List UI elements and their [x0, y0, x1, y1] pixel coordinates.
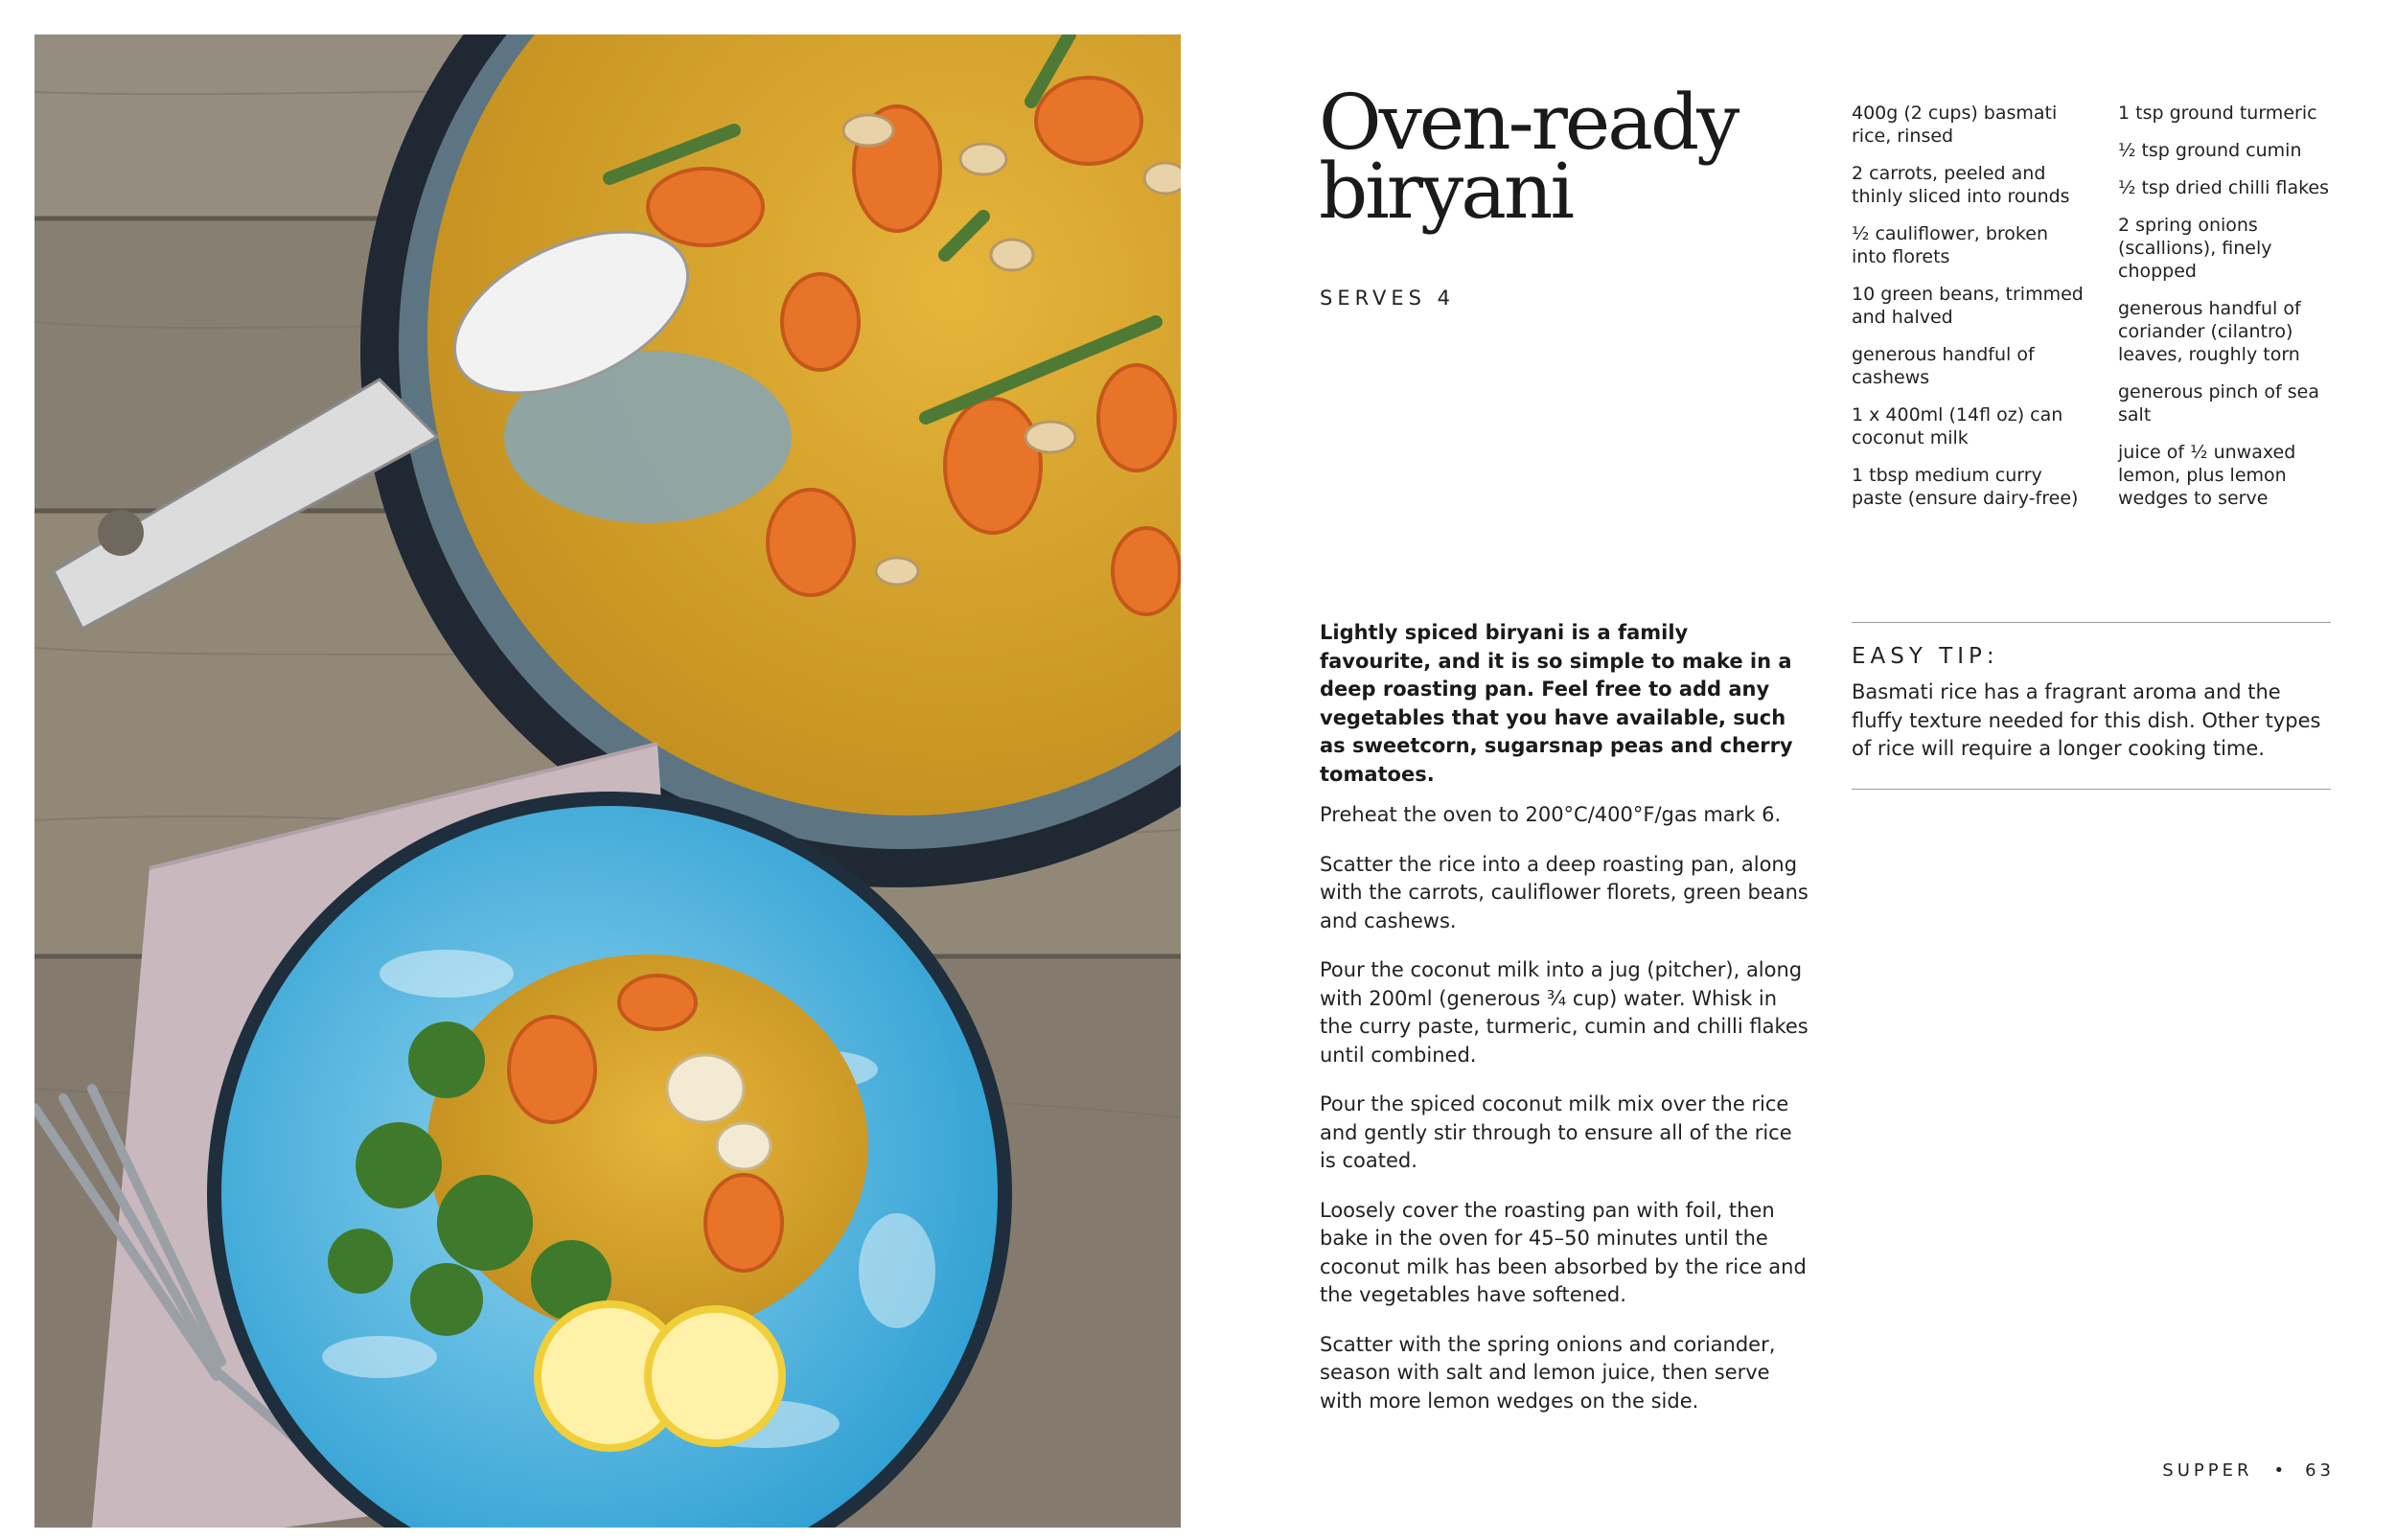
- easy-tip-box: [1852, 622, 2331, 790]
- ingredient-item: 1 tsp ground turmeric: [2118, 103, 2317, 124]
- page-number: 63: [2305, 1460, 2335, 1481]
- ingredient-item: 2 spring onions (scallions), finely chopped: [2118, 215, 2272, 282]
- ingredient-item: ½ tsp ground cumin: [2118, 140, 2302, 161]
- serves-label: SERVES 4: [1320, 287, 1456, 310]
- ingredient-item: 1 x 400ml (14fl oz) can coconut milk: [1852, 404, 2063, 448]
- recipe-photo: [35, 34, 1181, 1528]
- ingredient-item: 1 tbsp medium curry paste (ensure dairy-free): [1852, 465, 2079, 509]
- method-step: Pour the coconut milk into a jug (pitcher), along with 200ml (generous ¾ cup) water. Whisk in the curry paste, turmeric, cumin and chilli flakes until combined.: [1320, 958, 1809, 1067]
- ingredient-item: 10 green beans, trimmed and halved: [1852, 284, 2084, 328]
- section-name: SUPPER: [2162, 1460, 2253, 1481]
- page-footer: [2162, 1460, 2335, 1481]
- recipe-title-line-1: Oven-ready: [1319, 78, 1738, 167]
- recipe-title: [1319, 78, 1817, 236]
- ingredients-column-2: [2118, 102, 2348, 524]
- ingredient-item: ½ cauliflower, broken into florets: [1852, 223, 2048, 267]
- ingredient-item: juice of ½ unwaxed lemon, plus lemon wedges to serve: [2118, 442, 2296, 509]
- footer-separator: •: [2273, 1460, 2289, 1481]
- method-step: Scatter with the spring onions and coriander, season with salt and lemon juice, then serve with more lemon wedges on the side.: [1320, 1332, 1776, 1413]
- biryani-photo-illustration: [35, 34, 1181, 1528]
- method-step: Loosely cover the roasting pan with foil, then bake in the oven for 45–50 minutes until the coconut milk has been absorbed by the rice and the vegetables have softened.: [1320, 1198, 1807, 1306]
- ingredient-item: generous handful of cashews: [1852, 344, 2035, 388]
- ingredient-item: generous pinch of sea salt: [2118, 381, 2319, 425]
- ingredients-column-1: [1852, 102, 2086, 524]
- method-steps: [1320, 801, 1809, 1437]
- ingredient-item: generous handful of coriander (cilantro) leaves, roughly torn: [2118, 298, 2301, 365]
- ingredient-item: ½ tsp dried chilli flakes: [2118, 177, 2330, 198]
- ingredient-item: 2 carrots, peeled and thinly sliced into rounds: [1852, 163, 2070, 207]
- method-step: Pour the spiced coconut milk mix over the rice and gently stir through to ensure all of the rice is coated.: [1320, 1092, 1792, 1172]
- method-step: Scatter the rice into a deep roasting pan, along with the carrots, cauliflower florets, green beans and cashews.: [1320, 852, 1809, 932]
- easy-tip-heading: EASY TIP:: [1852, 644, 1999, 669]
- recipe-title-line-2: biryani: [1319, 147, 1573, 236]
- easy-tip-body: Basmati rice has a fragrant aroma and the fluffy texture needed for this dish. Other types of rice will require a longer cooking time.: [1852, 680, 2321, 760]
- recipe-intro: Lightly spiced biryani is a family favourite, and it is so simple to make in a deep roasting pan. Feel free to add any vegetables that you have available, such as sweetcorn, sugarsnap peas and cherry tomatoes.: [1320, 621, 1793, 786]
- ingredient-item: 400g (2 cups) basmati rice, rinsed: [1852, 103, 2058, 147]
- method-step: Preheat the oven to 200°C/400°F/gas mark 6.: [1320, 803, 1782, 826]
